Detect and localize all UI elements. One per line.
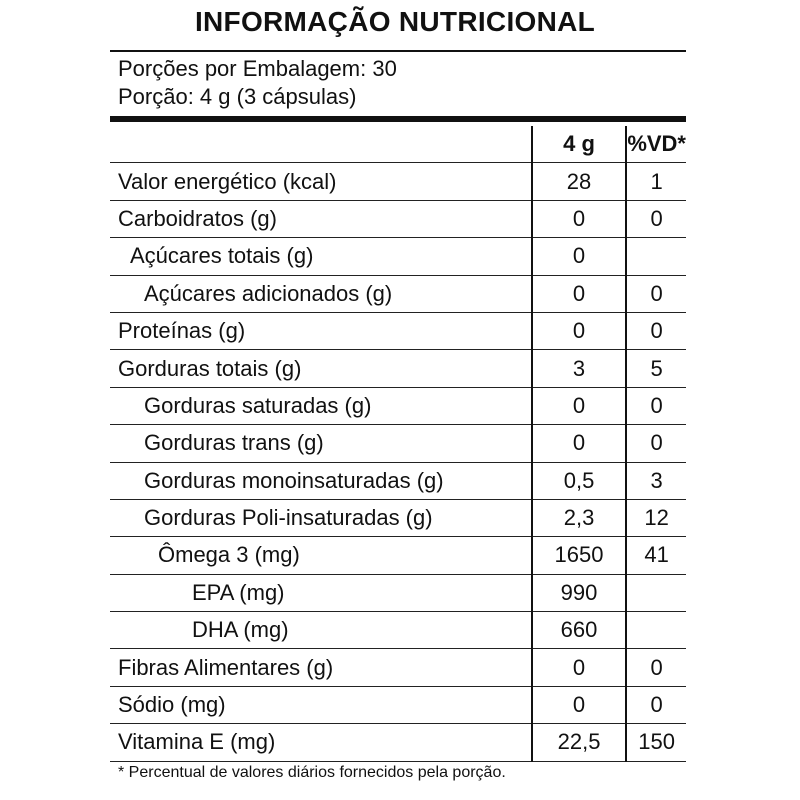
nutrient-amount: 0 <box>532 686 627 723</box>
nutrition-facts-table <box>110 50 686 762</box>
nutrient-name: Gorduras saturadas (g) <box>110 387 532 424</box>
nutrient-amount: 0 <box>532 425 627 462</box>
nutrient-amount: 0 <box>532 200 627 237</box>
nutrient-amount: 3 <box>532 350 627 387</box>
nutrient-dv: 0 <box>626 649 686 686</box>
header-blank-cell <box>110 126 532 163</box>
nutrient-name: Gorduras totais (g) <box>110 350 532 387</box>
nutrient-dv <box>626 612 686 649</box>
nutrient-name: Sódio (mg) <box>110 686 532 723</box>
nutrient-dv: 41 <box>626 537 686 574</box>
nutrient-row <box>110 686 686 723</box>
nutrient-amount: 0 <box>532 649 627 686</box>
nutrient-row <box>110 649 686 686</box>
nutrient-dv: 0 <box>626 387 686 424</box>
nutrient-amount: 1650 <box>532 537 627 574</box>
footnote: * Percentual de valores diários fornecidos pela porção. <box>118 764 506 781</box>
nutrient-name: Vitamina E (mg) <box>110 724 532 761</box>
nutrient-row <box>110 350 686 387</box>
nutrient-dv: 5 <box>626 350 686 387</box>
nutrient-dv: 150 <box>626 724 686 761</box>
nutrient-amount: 28 <box>532 163 627 200</box>
nutrient-dv <box>626 238 686 275</box>
servings-per-package: Porções por Embalagem: 30 <box>118 56 397 81</box>
nutrient-amount: 0 <box>532 238 627 275</box>
nutrient-name: DHA (mg) <box>110 612 532 649</box>
nutrient-dv: 3 <box>626 462 686 499</box>
nutrient-row <box>110 612 686 649</box>
nutrient-row <box>110 724 686 761</box>
nutrient-amount: 0 <box>532 275 627 312</box>
nutrient-dv: 1 <box>626 163 686 200</box>
nutrient-name: Valor energético (kcal) <box>110 163 532 200</box>
nutrient-name: Açúcares adicionados (g) <box>110 275 532 312</box>
label-title: INFORMAÇÃO NUTRICIONAL <box>194 6 596 37</box>
nutrient-name: Carboidratos (g) <box>110 200 532 237</box>
nutrient-dv: 0 <box>626 686 686 723</box>
nutrient-name: Proteínas (g) <box>110 312 532 349</box>
serving-size: Porção: 4 g (3 cápsulas) <box>118 84 357 109</box>
nutrient-amount: 990 <box>532 574 627 611</box>
column-header-row <box>110 126 686 163</box>
nutrient-row <box>110 425 686 462</box>
nutrient-row <box>110 537 686 574</box>
nutrient-amount: 0,5 <box>532 462 627 499</box>
nutrient-name: Gorduras Poli-insaturadas (g) <box>110 499 532 536</box>
nutrient-name: Gorduras monoinsaturadas (g) <box>110 462 532 499</box>
top-rule <box>110 50 686 52</box>
nutrient-name: Ômega 3 (mg) <box>110 537 532 574</box>
nutrient-amount: 0 <box>532 312 627 349</box>
nutrient-dv: 0 <box>626 200 686 237</box>
nutrient-dv <box>626 574 686 611</box>
nutrient-name: Gorduras trans (g) <box>110 425 532 462</box>
nutrient-name: Fibras Alimentares (g) <box>110 649 532 686</box>
nutrient-amount: 660 <box>532 612 627 649</box>
nutrient-row <box>110 238 686 275</box>
nutrient-row <box>110 387 686 424</box>
nutrient-dv: 0 <box>626 425 686 462</box>
nutrient-dv: 0 <box>626 275 686 312</box>
nutrient-row <box>110 275 686 312</box>
nutrient-table <box>110 126 686 762</box>
nutrient-row <box>110 312 686 349</box>
nutrient-row <box>110 462 686 499</box>
nutrient-row <box>110 574 686 611</box>
nutrient-dv: 12 <box>626 499 686 536</box>
amount-column-header: 4 g <box>532 126 627 163</box>
nutrient-row <box>110 163 686 200</box>
nutrient-row <box>110 200 686 237</box>
nutrient-row <box>110 499 686 536</box>
dv-column-header: %VD* <box>627 131 686 157</box>
nutrient-amount: 22,5 <box>532 724 627 761</box>
nutrient-amount: 2,3 <box>532 499 627 536</box>
nutrient-dv: 0 <box>626 312 686 349</box>
nutrient-name: EPA (mg) <box>110 574 532 611</box>
thick-divider <box>110 116 686 122</box>
nutrient-amount: 0 <box>532 387 627 424</box>
nutrient-name: Açúcares totais (g) <box>110 238 532 275</box>
